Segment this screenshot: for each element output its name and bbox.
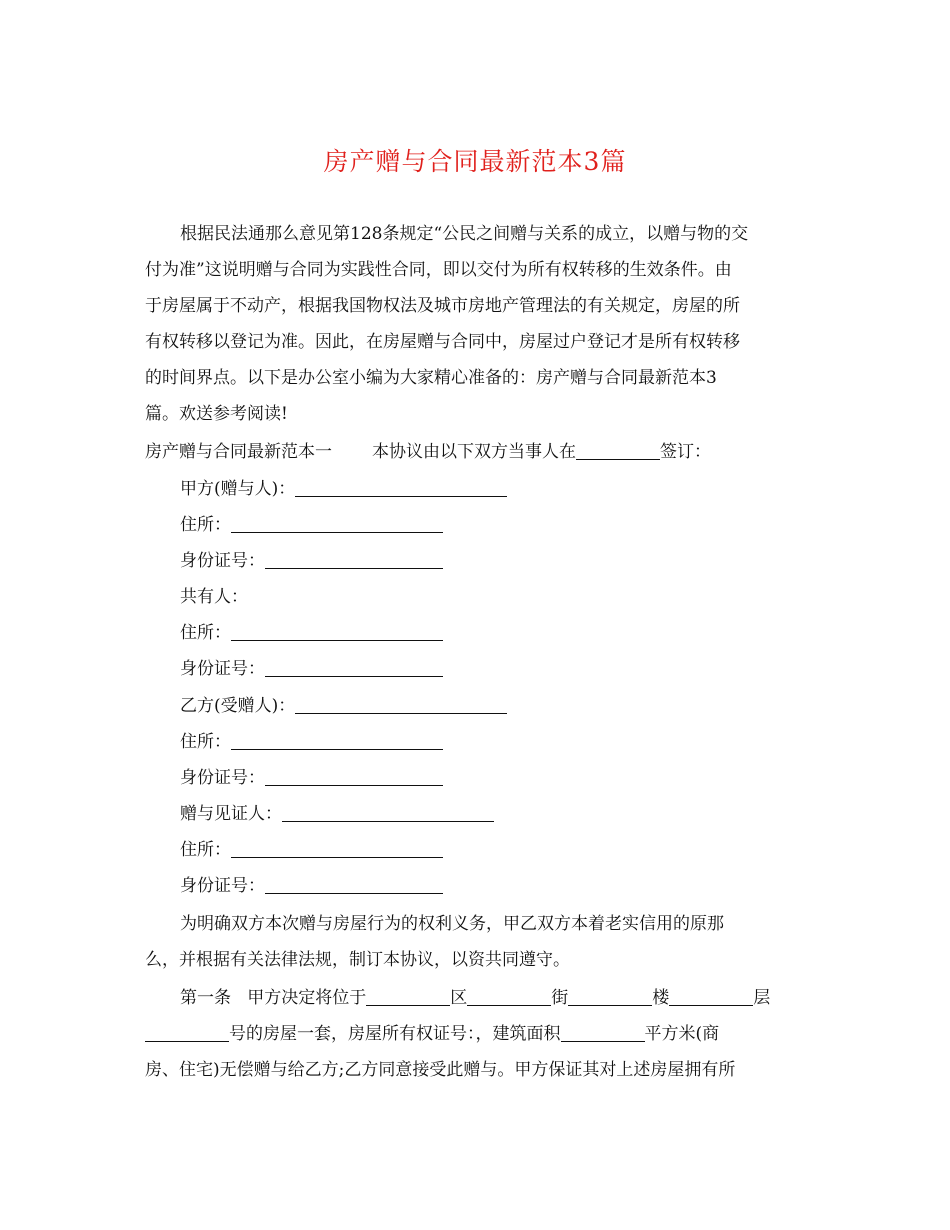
party-b-field xyxy=(180,694,507,718)
field-blank xyxy=(561,1024,645,1042)
field-label: 身份证号： xyxy=(180,768,265,788)
field-label: 住所： xyxy=(180,732,231,752)
article-label: 第一条 xyxy=(180,988,231,1008)
article-text: 平方米(商 xyxy=(644,1024,720,1044)
field-blank xyxy=(231,840,443,858)
field-label: 住所： xyxy=(180,623,231,643)
field-label: 住所： xyxy=(180,515,231,535)
field-blank xyxy=(295,696,507,714)
party-b-id-field xyxy=(180,766,443,790)
witness-field xyxy=(180,802,494,826)
article-text: 楼 xyxy=(652,988,670,1008)
field-blank xyxy=(295,479,507,497)
field-blank xyxy=(282,804,494,822)
field-blank xyxy=(145,1024,229,1042)
purpose-line: 么，并根据有关法律法规，制订本协议，以资共同遵守。 xyxy=(145,950,570,970)
signing-line xyxy=(145,440,711,464)
signing-text: 本协议由以下双方当事人在 xyxy=(372,442,576,462)
co-owner-id-field xyxy=(180,657,443,681)
field-label: 身份证号： xyxy=(180,876,265,896)
intro-line: 根据民法通那么意见第128条规定“公民之间赠与关系的成立，以赠与物的交 xyxy=(180,224,749,244)
intro-line: 付为准”这说明赠与合同为实践性合同，即以交付为所有权转移的生效条件。由 xyxy=(145,260,732,280)
article-1-line-3: 房、住宅)无偿赠与给乙方;乙方同意接受此赠与。甲方保证其对上述房屋拥有所 xyxy=(145,1060,736,1080)
field-label: 甲方(赠与人)： xyxy=(180,479,296,499)
field-blank xyxy=(669,988,753,1006)
party-a-address-field xyxy=(180,513,443,537)
field-label: 赠与见证人： xyxy=(180,804,282,824)
purpose-line: 为明确双方本次赠与房屋行为的权利义务，甲乙双方本着老实信用的原那 xyxy=(180,914,724,934)
party-a-field xyxy=(180,477,507,501)
field-label: 身份证号： xyxy=(180,659,265,679)
article-text: 甲方决定将位于 xyxy=(247,988,367,1008)
field-label: 住所： xyxy=(180,840,231,860)
field-blank xyxy=(231,623,443,641)
field-label: 乙方(受赠人)： xyxy=(180,696,296,716)
field-label: 身份证号： xyxy=(180,551,265,571)
article-text: 区 xyxy=(450,988,468,1008)
article-text: 街 xyxy=(551,988,569,1008)
field-blank xyxy=(265,551,443,569)
article-1-line-1 xyxy=(180,986,770,1010)
co-owner-field xyxy=(180,585,248,609)
article-1-line-2 xyxy=(145,1022,719,1046)
co-owner-address-field xyxy=(180,621,443,645)
signing-place-blank xyxy=(576,442,660,460)
intro-line: 篇。欢送参考阅读! xyxy=(145,404,288,424)
article-text: 号的房屋一套，房屋所有权证号：，建筑面积 xyxy=(229,1024,561,1044)
field-blank xyxy=(366,988,450,1006)
section-heading: 房产赠与合同最新范本一 xyxy=(145,442,332,462)
witness-address-field xyxy=(180,838,443,862)
field-label: 共有人： xyxy=(180,587,248,607)
party-a-id-field xyxy=(180,549,443,573)
intro-line: 有权转移以登记为准。因此，在房屋赠与合同中，房屋过户登记才是所有权转移 xyxy=(145,332,740,352)
intro-line: 的时间界点。以下是办公室小编为大家精心准备的：房产赠与合同最新范本3 xyxy=(145,368,717,388)
field-blank xyxy=(467,988,551,1006)
article-text: 层 xyxy=(753,988,771,1008)
intro-line: 于房屋属于不动产，根据我国物权法及城市房地产管理法的有关规定，房屋的所 xyxy=(145,296,740,316)
signing-text-end: 签订： xyxy=(660,442,711,462)
field-blank xyxy=(568,988,652,1006)
witness-id-field xyxy=(180,874,443,898)
field-blank xyxy=(265,659,443,677)
document-title: 房产赠与合同最新范本3篇 xyxy=(323,147,627,176)
field-blank xyxy=(265,876,443,894)
field-blank xyxy=(231,732,443,750)
field-blank xyxy=(265,768,443,786)
field-blank xyxy=(231,515,443,533)
party-b-address-field xyxy=(180,730,443,754)
